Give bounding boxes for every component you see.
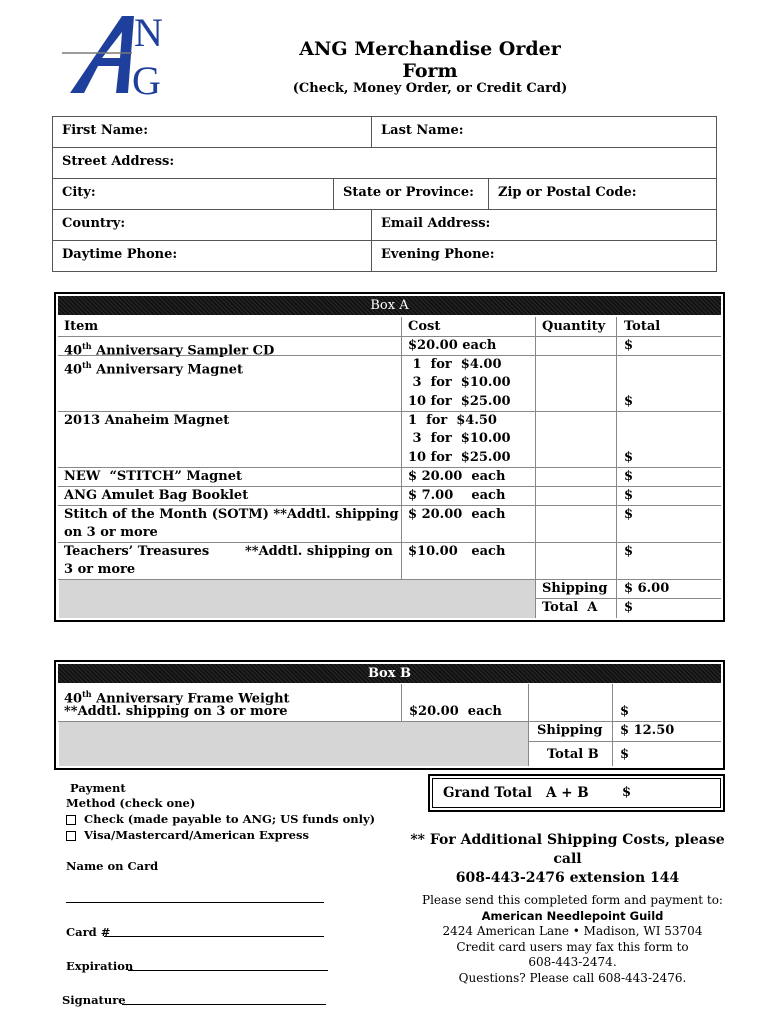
col-total-header: Total [624, 319, 661, 334]
row-frame-weight-cost: $20.00 each [409, 704, 502, 719]
row-amulet-booklet-item: ANG Amulet Bag Booklet [64, 488, 249, 503]
row-amulet-booklet-cost: $ 7.00 each [408, 488, 506, 503]
svg-text:N: N [134, 10, 163, 55]
row-anniv-magnet-item: 40th Anniversary Magnet [64, 360, 244, 378]
row-teachers-total[interactable]: $ [624, 544, 634, 559]
grand-total-value[interactable]: $ [622, 785, 632, 800]
row-stitch-magnet-total[interactable]: $ [624, 469, 634, 484]
checkbox-icon[interactable] [66, 815, 76, 825]
row-anniv-magnet-total[interactable]: $ [624, 394, 634, 409]
row-anniv-magnet-cost-3: 3 for $10.00 [408, 375, 511, 390]
row-frame-weight-total[interactable]: $ [620, 704, 630, 719]
shipping-notice: ** For Additional Shipping Costs, please call 608-443-2476 extension 144 [410, 832, 725, 886]
box-a-shaded-area [59, 580, 535, 618]
box-b-shipping-value: $ 12.50 [620, 723, 675, 738]
send-instruction: Please send this completed form and payment to: [422, 893, 723, 907]
evening-phone-field[interactable]: Evening Phone: [371, 240, 717, 272]
row-teachers-item-note: **Addtl. shipping on [245, 544, 393, 559]
email-field[interactable]: Email Address: [371, 209, 717, 241]
country-field[interactable]: Country: [52, 209, 372, 241]
box-b-shipping-label: Shipping [537, 723, 603, 738]
payment-option-card[interactable]: Visa/Mastercard/American Express [66, 828, 309, 842]
row-teachers-cost: $10.00 each [408, 544, 506, 559]
city-field[interactable]: City: [52, 178, 334, 210]
street-address-field[interactable]: Street Address: [52, 147, 717, 179]
row-anniv-magnet-cost-1: 1 for $4.00 [408, 357, 502, 372]
zip-field[interactable]: Zip or Postal Code: [488, 178, 717, 210]
daytime-phone-field[interactable]: Daytime Phone: [52, 240, 372, 272]
col-item-header: Item [64, 319, 99, 334]
payment-label: Payment [70, 781, 126, 795]
row-sotm-total[interactable]: $ [624, 507, 634, 522]
box-b-header: Box B [58, 664, 721, 683]
box-b-shaded-area [59, 722, 528, 766]
row-sampler-cd-cost: $20.00 each [408, 338, 497, 353]
ang-logo [62, 8, 192, 103]
fax-line-1: Credit card users may fax this form to [456, 939, 689, 954]
expiration-line[interactable] [128, 970, 328, 971]
card-number-label: Card # [66, 925, 111, 939]
checkbox-icon[interactable] [66, 831, 76, 841]
box-b-total-value[interactable]: $ [620, 747, 630, 762]
box-a-shipping-label: Shipping [542, 581, 608, 596]
row-anaheim-magnet-item: 2013 Anaheim Magnet [64, 413, 230, 428]
box-a-total-label: Total A [542, 600, 598, 615]
name-on-card-line[interactable] [66, 902, 324, 903]
fax-line-2: 608-443-2474. [528, 955, 617, 969]
box-b-total-label: Total B [547, 747, 599, 762]
row-anaheim-magnet-cost-10: 10 for $25.00 [408, 450, 511, 465]
org-address: 2424 American Lane • Madison, WI 53704 [442, 924, 703, 938]
mailing-info [400, 893, 745, 986]
svg-text:G: G [132, 58, 161, 103]
payment-option-check[interactable]: Check (made payable to ANG; US funds only) [66, 812, 375, 826]
row-stitch-magnet-item: NEW “STITCH” Magnet [64, 469, 243, 484]
last-name-field[interactable]: Last Name: [371, 116, 717, 148]
state-field[interactable]: State or Province: [333, 178, 489, 210]
row-anaheim-magnet-cost-1: 1 for $4.50 [408, 413, 497, 428]
row-sampler-cd-item: 40th Anniversary Sampler CD [64, 341, 275, 359]
first-name-field[interactable]: First Name: [52, 116, 372, 148]
col-cost-header: Cost [408, 319, 441, 334]
questions-line: Questions? Please call 608-443-2476. [458, 970, 687, 985]
page-subtitle: (Check, Money Order, or Credit Card) [292, 81, 568, 96]
row-teachers-item-line2: 3 or more [64, 562, 136, 577]
row-sotm-item-line1: Stitch of the Month (SOTM) **Addtl. shipping [64, 507, 399, 522]
name-on-card-label: Name on Card [66, 859, 159, 873]
expiration-label: Expiration [66, 959, 134, 973]
grand-total-label: Grand Total A + B [443, 785, 589, 801]
box-a-shipping-value: $ 6.00 [624, 581, 670, 596]
box-a-total-value[interactable]: $ [624, 600, 634, 615]
page-title: ANG Merchandise Order Form [299, 38, 561, 82]
row-anaheim-magnet-cost-3: 3 for $10.00 [408, 431, 511, 446]
org-name: American Needlepoint Guild [481, 908, 664, 923]
row-anaheim-magnet-total[interactable]: $ [624, 450, 634, 465]
row-teachers-item-line1: Teachers’ Treasures [64, 544, 210, 559]
row-sampler-cd-total[interactable]: $ [624, 338, 634, 353]
box-a-header: Box A [58, 296, 721, 315]
signature-line[interactable] [122, 1004, 326, 1005]
row-anniv-magnet-cost-10: 10 for $25.00 [408, 394, 511, 409]
row-stitch-magnet-cost: $ 20.00 each [408, 469, 506, 484]
row-amulet-booklet-total[interactable]: $ [624, 488, 634, 503]
row-frame-weight-item: 40th Anniversary Frame Weight [64, 689, 290, 707]
col-quantity-header: Quantity [542, 319, 606, 334]
signature-label: Signature [62, 993, 126, 1007]
payment-method-label: Method (check one) [66, 796, 196, 810]
row-frame-weight-note: **Addtl. shipping on 3 or more [64, 704, 288, 719]
row-sotm-item-line2: on 3 or more [64, 525, 158, 540]
row-sotm-cost: $ 20.00 each [408, 507, 506, 522]
card-number-line[interactable] [104, 936, 324, 937]
